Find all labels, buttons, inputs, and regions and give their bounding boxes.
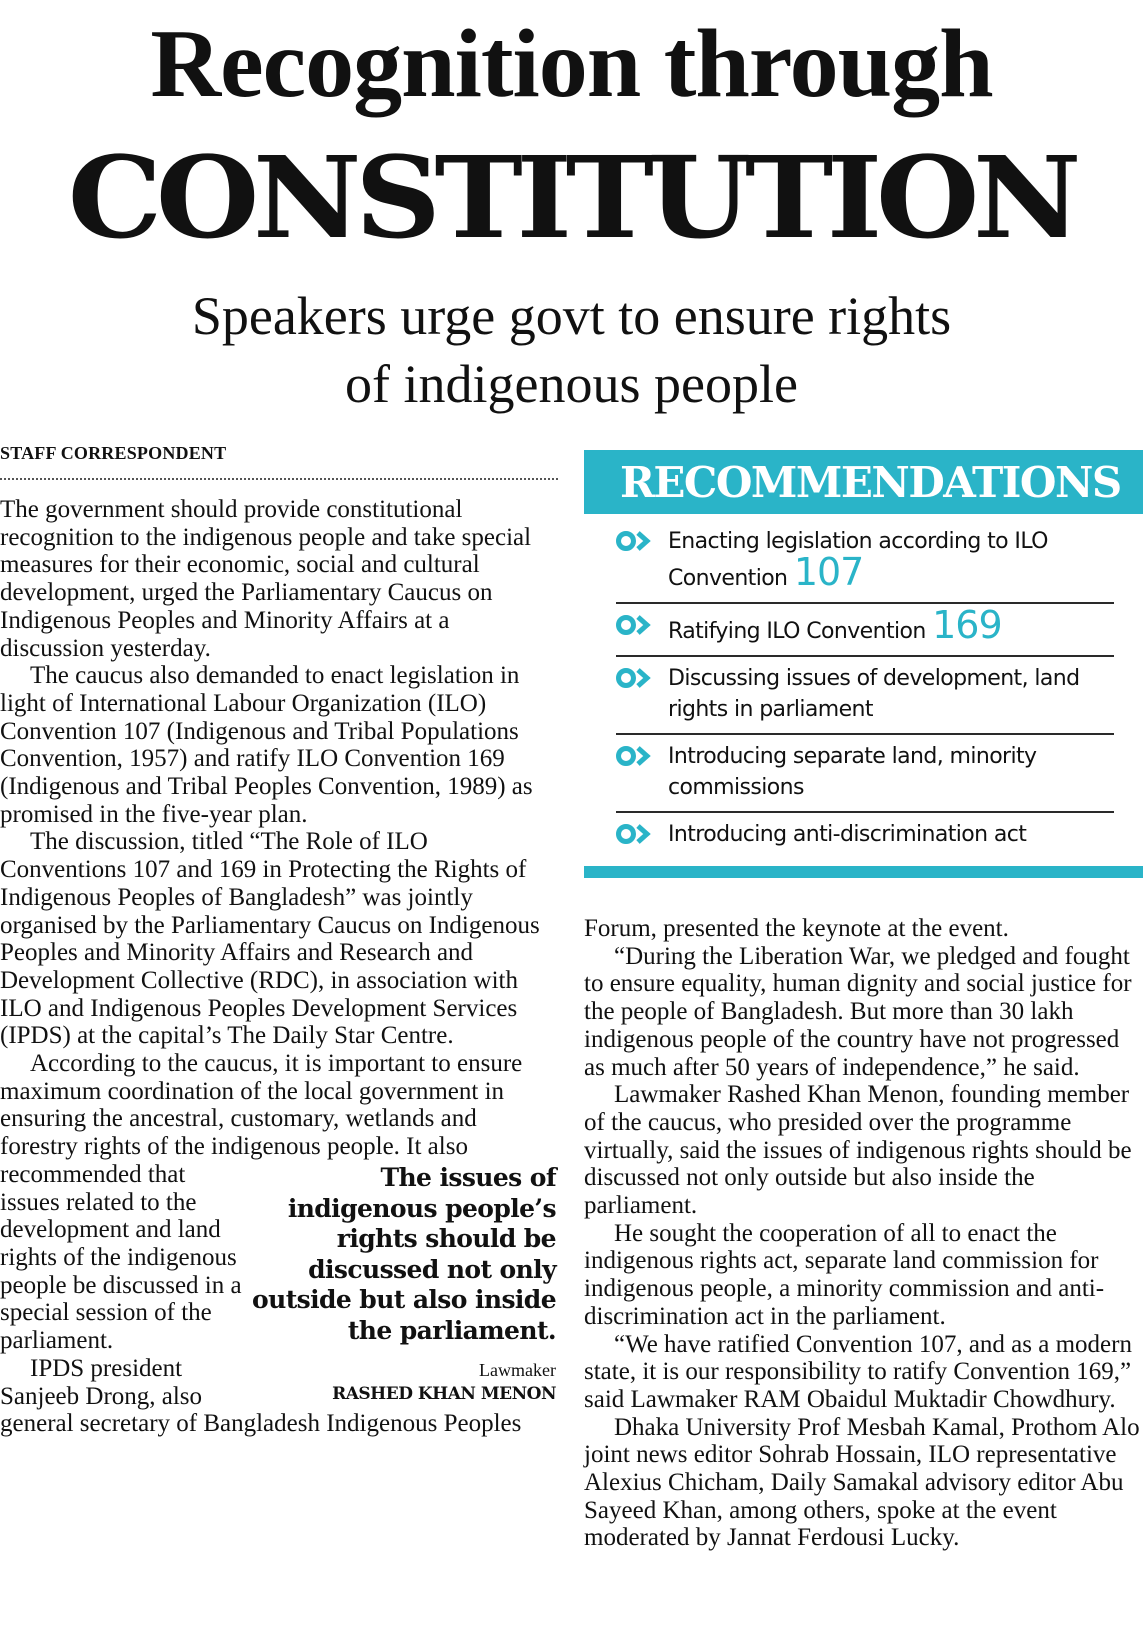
paragraph: Forum, presented the keynote at the event. — [584, 915, 1009, 942]
byline: STAFF CORRESPONDENT — [0, 443, 227, 463]
recommendation-text: Introducing anti-discrimination act — [668, 822, 1027, 847]
paragraph: “We have ratified Convention 107, and as a modern state, it is our responsibility to ratify Convention 169,” said Lawmaker RAM Obaidul Muktadir Chowdhury. — [584, 1330, 1132, 1413]
pull-quote-name: RASHED KHAN MENON — [332, 1384, 556, 1405]
article-column-2 — [584, 915, 1142, 1552]
recommendation-number: 169 — [932, 603, 1002, 647]
paragraph: The discussion, titled “The Role of ILO Conventions 107 and 169 in Protecting the Rights of Indigenous Peoples of Bangladesh” was jointly organised by the Parliamentary Caucus on Indigenous Peoples and Minority Affairs and Research and Development Collective (RDC), in association with ILO and Indigenous Peoples Development Services (IPDS) at the capital’s The Daily Star Centre. — [0, 828, 540, 1050]
recommendations-box — [584, 450, 1143, 878]
list-item — [616, 813, 1114, 858]
deck-line-2: of indigenous people — [345, 354, 798, 414]
paragraph: He sought the cooperation of all to enact the indigenous rights act, separate land commission for indigenous people, a minority commission and anti-discrimination act in the parliament. — [584, 1219, 1105, 1330]
recommendations-header — [584, 450, 1143, 514]
recommendation-text: Introducing separate land, minority commissions — [668, 744, 1037, 800]
recommendations-list — [616, 520, 1114, 858]
byline-divider — [0, 478, 558, 480]
bullet-arrow-icon — [616, 667, 656, 689]
headline-line-2: CONSTITUTION — [67, 133, 1076, 264]
bullet-arrow-icon — [616, 745, 656, 767]
bullet-arrow-icon — [616, 614, 656, 636]
list-item — [616, 657, 1114, 735]
headline-deck — [0, 282, 1143, 418]
paragraph: The caucus also demanded to enact legislation in light of International Labour Organization (ILO) Convention 107 (Indigenous and Tribal Populations Convention, 1957) and ratify ILO Convention 169 (Indigenous and Tribal Peoples Convention, 1989) as promised in the five-year plan. — [0, 662, 533, 828]
bullet-arrow-icon — [616, 530, 656, 552]
pull-quote-label: Lawmaker — [479, 1360, 556, 1381]
recommendation-text: Enacting legislation according to ILO Convention — [668, 529, 1048, 591]
article-column-1 — [0, 496, 556, 1438]
paragraph: The government should provide constitutional recognition to the indigenous people and take special measures for their economic, social and cultural development, urged the Parliamentary Caucus on Indigenous Peoples and Minority Affairs at a discussion yesterday. — [0, 496, 532, 662]
list-item — [616, 520, 1114, 604]
pull-quote — [244, 1163, 556, 1407]
pull-quote-text: The issues of indigenous people’s rights should be discussed not only outside but also inside the parliament. — [252, 1163, 556, 1345]
recommendation-text: Discussing issues of development, land rights in parliament — [668, 666, 1080, 722]
paragraph: “During the Liberation War, we pledged and fought to ensure equality, human dignity and social justice for the people of Bangladesh. But more than 30 lakh indigenous people of the country have not progressed as much after 50 years of independence,” he said. — [584, 942, 1132, 1081]
list-item — [616, 604, 1114, 657]
recommendations-title: RECOMMENDATIONS — [620, 458, 1121, 507]
recommendations-footer-bar — [584, 866, 1143, 878]
paragraph: Lawmaker Rashed Khan Menon, founding member of the caucus, who presided over the programme virtually, said the issues of indigenous rights should be discussed not only outside but also inside the parliament. — [584, 1081, 1132, 1220]
paragraph: IPDS president Sanjeeb Drong, also general secretary of Bangladesh Indigenous Peoples — [0, 1354, 522, 1438]
recommendation-text: Ratifying ILO Convention — [668, 619, 926, 644]
headline-line-1: Recognition through — [150, 10, 993, 118]
paragraph: Dhaka University Prof Mesbah Kamal, Prothom Alo joint news editor Sohrab Hossain, ILO representative Alexius Chicham, Daily Samakal advisory editor Abu Sayeed Khan, among others, spoke at the event moderated by Jannat Ferdousi Lucky. — [584, 1413, 1140, 1552]
paragraph: According to the caucus, it is important to ensure maximum coordination of the local government in ensuring the ancestral, customary, wetlands and forestry rights of the indigenous people. It also recommended that issues related to the development and land rights of the indigenous people be discussed in a special session of the parliament. — [0, 1050, 523, 1355]
deck-line-1: Speakers urge govt to ensure rights — [191, 286, 952, 346]
list-item — [616, 735, 1114, 813]
recommendation-number: 107 — [793, 550, 864, 594]
bullet-arrow-icon — [616, 823, 656, 845]
